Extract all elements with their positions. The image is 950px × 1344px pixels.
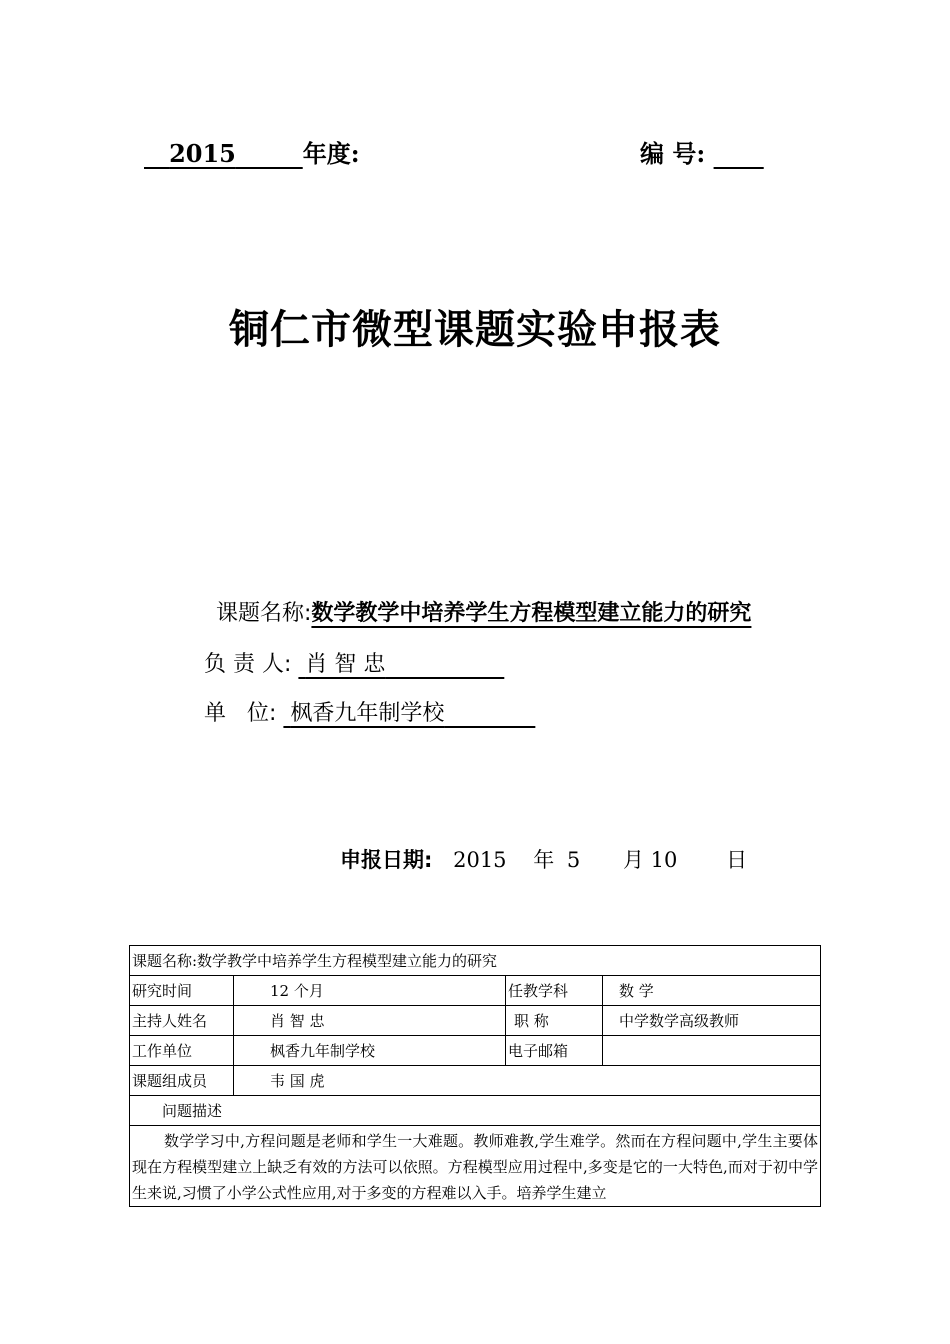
members-label: 课题组成员 (130, 1066, 234, 1096)
email-label: 电子邮箱 (506, 1036, 603, 1066)
unit-label: 单 位: (204, 701, 277, 726)
year-header (144, 134, 360, 169)
date-label: 申报日期: (340, 848, 433, 872)
problem-heading: 问题描述 (130, 1096, 821, 1126)
problem-text: 数学学习中,方程问题是老师和学生一大难题。教师难教,学生难学。然而在方程问题中,学生主要体现在方程模型建立上缺乏有效的方法可以依照。方程模型应用过程中,多变是它的一大特色,而对于初中学生来说,习惯了小学公式性应用,对于多变的方程难以入手。培养学生建立 (130, 1126, 821, 1207)
research-time-label: 研究时间 (130, 976, 234, 1006)
leader-label: 负 责 人: (204, 652, 292, 677)
date-line (340, 844, 747, 874)
title-value: 中学数学高级教师 (603, 1006, 821, 1036)
table-row (130, 1006, 821, 1036)
work-unit-value: 枫香九年制学校 (234, 1036, 506, 1066)
members-value: 韦 国 虎 (234, 1066, 821, 1096)
page-title: 铜仁市微型课题实验申报表 (229, 307, 721, 353)
date-month-unit: 月 (622, 848, 644, 872)
date-day: 10 (650, 848, 678, 872)
date-year-unit: 年 (533, 848, 555, 872)
date-day-unit: 日 (726, 848, 748, 872)
year-field (144, 139, 303, 168)
table-row (130, 1036, 821, 1066)
year-value: 2015 (169, 139, 236, 168)
leader-value: 肖 智 忠 (305, 652, 386, 677)
research-time-value: 12 个月 (234, 976, 506, 1006)
leader-field (298, 652, 504, 677)
number-header (640, 134, 764, 169)
unit-line (204, 696, 535, 727)
topic-value: 数学教学中培养学生方程模型建立能力的研究 (311, 600, 752, 626)
date-year: 2015 (453, 848, 507, 872)
topic-label: 课题名称: (216, 601, 312, 626)
unit-value: 枫香九年制学校 (290, 701, 445, 726)
unit-field (283, 701, 535, 726)
email-value (603, 1036, 821, 1066)
table-row (130, 976, 821, 1006)
topic-line (216, 596, 751, 627)
number-field (714, 139, 764, 168)
table-row (130, 946, 821, 976)
number-label: 编 号: (640, 139, 706, 168)
application-table (129, 945, 821, 1207)
host-name-label: 主持人姓名 (130, 1006, 234, 1036)
title-label: 职 称 (506, 1006, 603, 1036)
work-unit-label: 工作单位 (130, 1036, 234, 1066)
leader-line (204, 647, 504, 678)
date-month: 5 (566, 848, 581, 872)
subject-label: 任教学科 (506, 976, 603, 1006)
table-row (130, 1096, 821, 1126)
table-row (130, 1066, 821, 1096)
subject-value: 数 学 (603, 976, 821, 1006)
topic-cell: 课题名称:数学教学中培养学生方程模型建立能力的研究 (130, 946, 821, 976)
table-row (130, 1126, 821, 1207)
year-label: 年度: (302, 139, 360, 168)
host-name-value: 肖 智 忠 (234, 1006, 506, 1036)
